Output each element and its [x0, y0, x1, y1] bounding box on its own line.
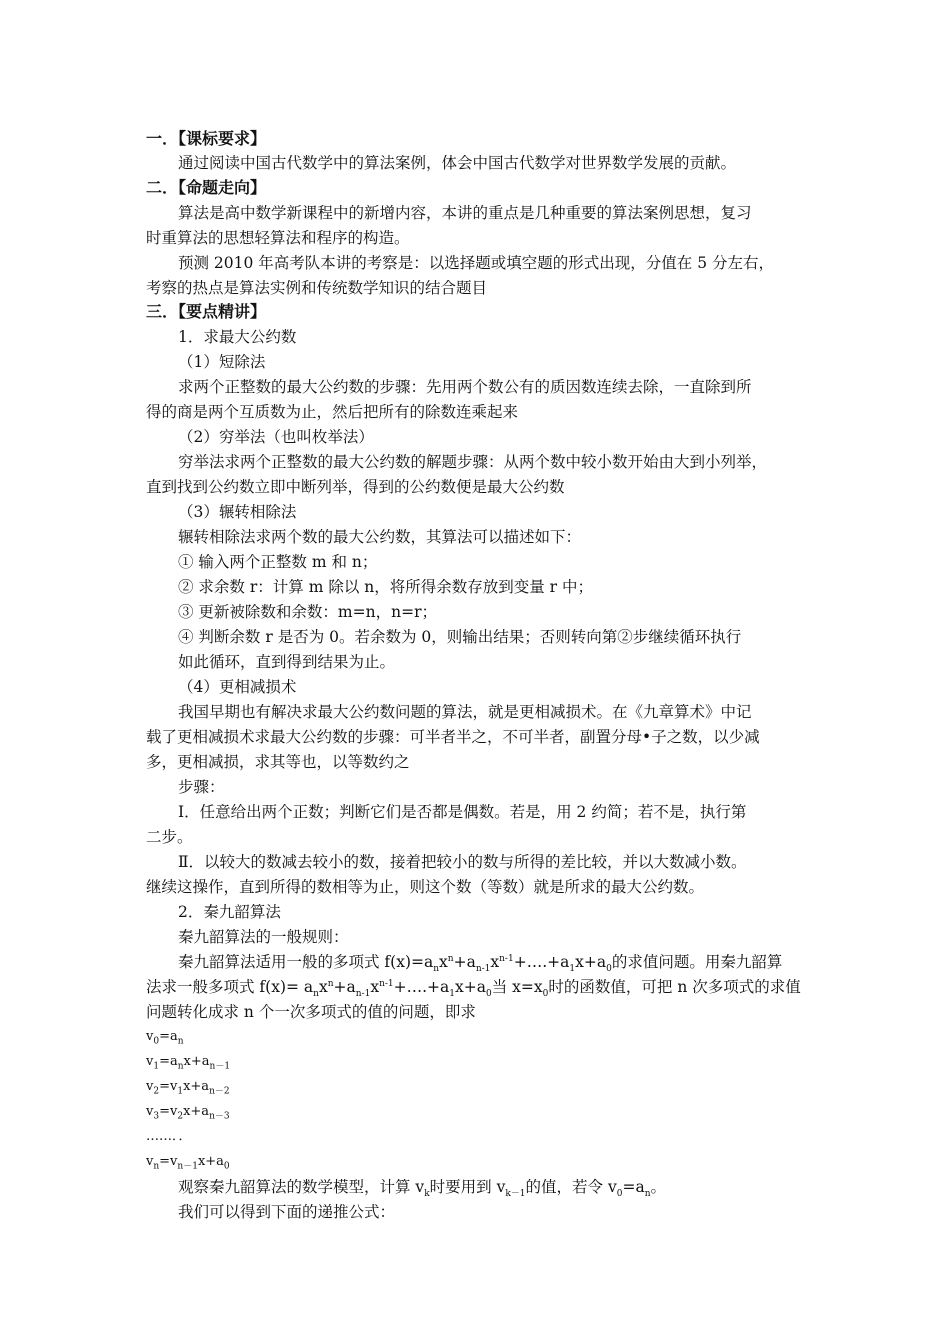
method-euclid-title: （3）辗转相除法 — [178, 503, 297, 521]
qin-jiushao-rule-label: 秦九韶算法的一般规则： — [178, 928, 349, 946]
recurrence-intro: 我们可以得到下面的递推公式： — [178, 1203, 396, 1221]
recurrence-term: $v_n=v_{n-1}x+a_0$ — [146, 1154, 230, 1172]
paragraph-exam-direction-line: 算法是高中数学新课程中的新增内容，本讲的重点是几种重要的算法案例思想，复习 — [178, 204, 752, 222]
topic-gcd-title: 1．求最大公约数 — [178, 328, 297, 346]
text-run: 的求值问题。用秦九韶算 — [611, 953, 783, 971]
qin-jiushao-text: 秦九韶算法适用一般的多项式 $f(x)=a_nx^n+a_{n-1}x^{n-1}+\dots.+a_1x+a_0$的求值问题。用秦九韶算 — [178, 953, 783, 975]
method-subtraction-title: （4）更相减损术 — [178, 678, 297, 696]
text-run: =a — [622, 1178, 645, 1196]
text-run: 的值，若令 v — [525, 1178, 617, 1196]
subtraction-step-one: 二步。 — [146, 828, 193, 846]
method-subtraction-text: 载了更相减损术求最大公约数的步骤：可半者半之，不可半者，副置分母•子之数，以少减 — [146, 728, 760, 746]
text-run: 。 — [650, 1178, 666, 1196]
text-run: 观察秦九韶算法的数学模型，计算 v — [178, 1178, 425, 1196]
method-subtraction-text: 我国早期也有解决求最大公约数问题的算法，就是更相减损术。在《九章算术》中记 — [178, 703, 752, 721]
euclid-step: ② 求余数 r：计算 m 除以 n，将所得余数存放到变量 r 中； — [178, 578, 593, 596]
subtraction-step-two: 继续这操作，直到所得的数相等为止，则这个数（等数）就是所求的最大公约数。 — [146, 878, 705, 896]
method-short-division-text: 得的商是两个互质数为止，然后把所有的除数连乘起来 — [146, 403, 519, 421]
text-run: 当 x=x — [491, 978, 543, 996]
paragraph-course-requirements: 通过阅读中国古代数学中的算法案例，体会中国古代数学对世界数学发展的贡献。 — [178, 154, 737, 172]
heading-key-points: 三．【要点精讲】 — [146, 302, 267, 321]
text-run: 时要用到 v — [429, 1178, 506, 1196]
qin-jiushao-text: 法求一般多项式 $f(x)= a_nx^n+a_{n-1}x^{n-1}+\dots.+a_1x+a_0$当 $x=x_0$时的函数值，可把 n 次多项式的求值 — [146, 978, 801, 1000]
recurrence-term: $v_3=v_2x+a_{n-3}$ — [146, 1104, 230, 1122]
euclid-step: ④ 判断余数 r 是否为 0。若余数为 0，则输出结果；否则转向第②步继续循环执行 — [178, 628, 742, 646]
paragraph-prediction-line: 考察的热点是算法实例和传统数学知识的结合题目 — [146, 279, 488, 297]
paragraph-exam-direction-line: 时重算法的思想轻算法和程序的构造。 — [146, 229, 410, 247]
euclid-conclusion: 如此循环，直到得到结果为止。 — [178, 653, 396, 671]
text-run: 法求一般多项式 f(x)= a — [146, 978, 314, 996]
subtraction-step-two: Ⅱ．以较大的数减去较小的数，接着把较小的数与所得的差比较，并以大数减小数。 — [178, 853, 747, 871]
method-short-division-text: 求两个正整数的最大公约数的步骤：先用两个数公有的质因数连续去除，一直除到所 — [178, 378, 752, 396]
text-run: 秦九韶算法适用一般的多项式 f(x)=a — [178, 953, 434, 971]
method-subtraction-text: 多，更相减损，求其等也，以等数约之 — [146, 753, 410, 771]
method-exhaustion-text: 穷举法求两个正整数的最大公约数的解题步骤：从两个数中较小数开始由大到小列举， — [178, 453, 768, 471]
subtraction-steps-label: 步骤： — [178, 778, 225, 796]
observation-text: 观察秦九韶算法的数学模型，计算 $v_k$时要用到 $v_{k-1}$的值，若令 $v_0=a_n$。 — [178, 1178, 666, 1200]
recurrence-term: $v_0=a_n$ — [146, 1029, 184, 1047]
euclid-step: ① 输入两个正整数 m 和 n； — [178, 553, 378, 571]
paragraph-prediction-line: 预测 2010 年高考队本讲的考察是：以选择题或填空题的形式出现，分值在 5 分左右， — [178, 254, 775, 272]
topic-qin-jiushao-title: 2．秦九韶算法 — [178, 903, 281, 921]
method-exhaustion-text: 直到找到公约数立即中断列举，得到的公约数便是最大公约数 — [146, 478, 565, 496]
euclid-step: ③ 更新被除数和余数：m=n，n=r； — [178, 603, 437, 621]
heading-exam-direction: 二．【命题走向】 — [146, 178, 267, 197]
method-short-division-title: （1）短除法 — [178, 353, 266, 371]
text-run: 时的函数值，可把 n 次多项式的求值 — [548, 978, 801, 996]
method-euclid-intro: 辗转相除法求两个数的最大公约数，其算法可以描述如下： — [178, 528, 582, 546]
recurrence-term: $v_2=v_1x+a_{n-2}$ — [146, 1079, 230, 1097]
qin-jiushao-text: 问题转化成求 n 个一次多项式的值的问题，即求 — [146, 1003, 476, 1021]
method-exhaustion-title: （2）穷举法（也叫枚举法） — [178, 428, 374, 446]
heading-course-requirements: 一．【课标要求】 — [146, 129, 267, 148]
recurrence-term: $v_1=a_nx+a_{n-1}$ — [146, 1054, 231, 1072]
subtraction-step-one: Ⅰ．任意给出两个正数；判断它们是否都是偶数。若是，用 2 约简；若不是，执行第 — [178, 803, 747, 821]
recurrence-ellipsis: ……．． — [146, 1129, 192, 1144]
